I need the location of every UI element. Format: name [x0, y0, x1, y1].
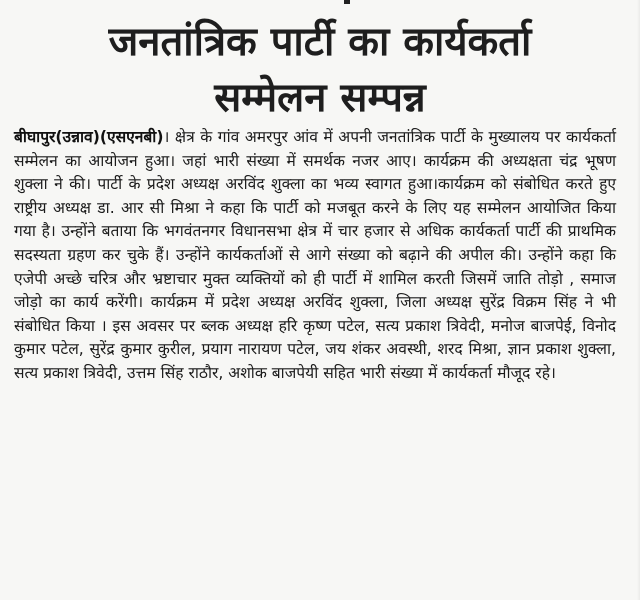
article-body — [14, 126, 616, 386]
headline-line-1: जनतांत्रिक पार्टी का कार्यकर्ता — [108, 18, 532, 65]
top-print-mark — [344, 0, 350, 4]
article-body-text: । क्षेत्र के गांव अमरपुर आंव में अपनी जनतांत्रिक पार्टी के मुख्यालय पर कार्यकर्ता सम्मेलन का आयोजन हुआ। जहां भारी संख्या में समर्थक नजर आए। कार्यक्रम की अध्यक्षता चंद्र भूषण शुक्ला ने की। पार्टी के प्रदेश अध्यक्ष अरविंद शुक्ला का भव्य स्वागत हुआ।कार्यक्रम को संबोधित करते हुए राष्ट्रीय अध्यक्ष डा. आर सी मिश्रा ने कहा कि पार्टी को मजबूत करने के लिए यह सम्मेलन आयोजित किया गया है। उन्होंने बताया कि भगवंतनगर विधानसभा क्षेत्र में चार हजार से अधिक कार्यकर्ता पार्टी की प्राथमिक सदस्यता ग्रहण कर चुके हैं। उन्होंने कार्यकर्ताओं से आगे संख्या को बढ़ाने की अपील की। उन्होंने कहा कि एजेपी अच्छे चरित्र और भ्रष्टाचार मुक्त व्यक्तियों को ही पार्टी में शामिल करती जिसमें जाति तोड़ो , समाज जोड़ो का कार्य करेंगी। कार्यक्रम में प्रदेश अध्यक्ष अरविंद शुक्ला, जिला अध्यक्ष सुरेंद्र विक्रम सिंह ने भी संबोधित किया । इस अवसर पर ब्लक अध्यक्ष हरि कृष्ण पटेल, सत्य प्रकाश त्रिवेदी, मनोज बाजपेई, विनोद कुमार पटेल, सुरेंद्र कुमार कुरील, प्रयाग नारायण पटेल, जय शंकर अवस्थी, शरद मिश्रा, ज्ञान प्रकाश शुक्ला, सत्य प्रकाश त्रिवेदी, उत्तम सिंह राठौर, अशोक बाजपेयी सहित भारी संख्या में कार्यकर्ता मौजूद रहे। — [14, 128, 616, 382]
headline-line-2: सम्मेलन सम्पन्न — [214, 74, 426, 121]
article-dateline: बीघापुर(उन्नाव)(एसएनबी) — [14, 128, 164, 146]
